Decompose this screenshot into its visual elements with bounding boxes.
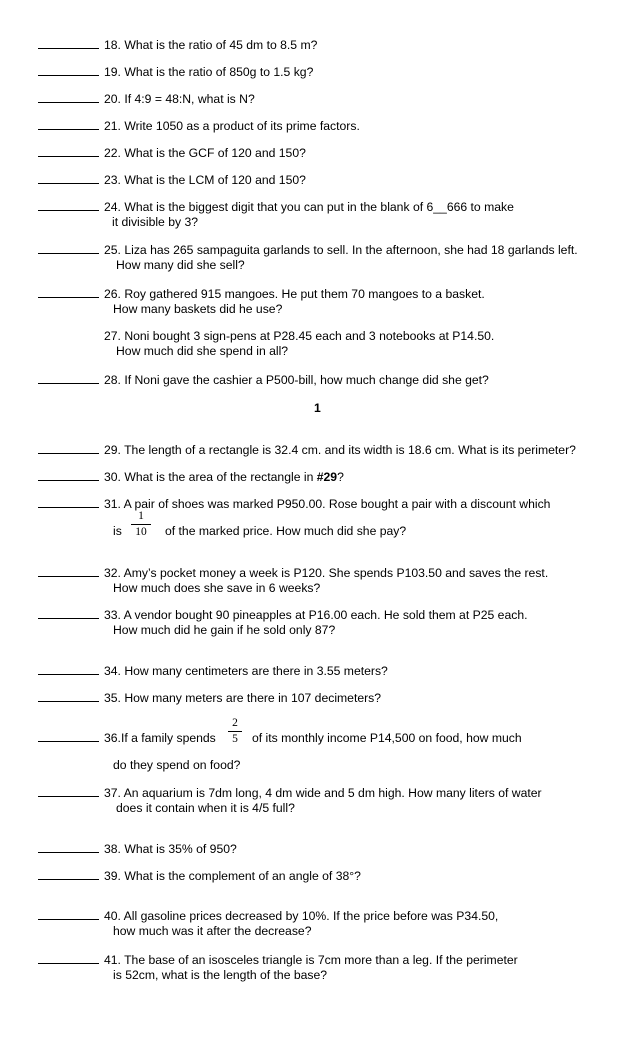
question-text: 34. How many centimeters are there in 3.55 meters? — [104, 664, 388, 678]
question-text-continued: it divisible by 3? — [112, 215, 199, 229]
question-text: 41. The base of an isosceles triangle is 7cm more than a leg. If the perimeter — [104, 953, 518, 967]
fraction-numerator: 1 — [138, 510, 144, 522]
answer-blank-41[interactable] — [38, 963, 99, 964]
answer-blank-36[interactable] — [38, 741, 99, 742]
question-text-continued: How much did she spend in all? — [116, 344, 289, 358]
question-text-continued: is 52cm, what is the length of the base? — [113, 968, 328, 982]
page-number: 1 — [314, 401, 321, 415]
question-text: 22. What is the GCF of 120 and 150? — [104, 146, 306, 160]
answer-blank-23[interactable] — [38, 183, 99, 184]
answer-blank-37[interactable] — [38, 796, 99, 797]
question-text-continued: of the marked price. How much did she pay? — [165, 524, 407, 538]
question-text-continued: How many did she sell? — [116, 258, 245, 272]
question-text-continued: How many baskets did he use? — [113, 302, 283, 316]
question-reference: #29 — [316, 470, 338, 484]
fraction-bar — [228, 731, 242, 732]
question-text: 19. What is the ratio of 850g to 1.5 kg? — [104, 65, 314, 79]
question-text: 28. If Noni gave the cashier a P500-bill, how much change did she get? — [104, 373, 489, 387]
question-text-continued: do they spend on food? — [113, 758, 241, 772]
answer-blank-19[interactable] — [38, 75, 99, 76]
question-text-continued: is — [113, 524, 122, 538]
answer-blank-22[interactable] — [38, 156, 99, 157]
answer-blank-26[interactable] — [38, 297, 99, 298]
question-text: 35. How many meters are there in 107 decimeters? — [104, 691, 382, 705]
answer-blank-32[interactable] — [38, 576, 99, 577]
question-text-start: 30. What is the area of the rectangle in — [104, 470, 317, 484]
answer-blank-39[interactable] — [38, 879, 99, 880]
fraction-denominator: 5 — [232, 733, 238, 745]
question-text: 27. Noni bought 3 sign-pens at P28.45 each and 3 notebooks at P14.50. — [104, 329, 495, 343]
question-text: 20. If 4:9 = 48:N, what is N? — [104, 92, 255, 106]
answer-blank-21[interactable] — [38, 129, 99, 130]
answer-blank-35[interactable] — [38, 701, 99, 702]
question-text: 23. What is the LCM of 120 and 150? — [104, 173, 306, 187]
question-text: 21. Write 1050 as a product of its prime factors. — [104, 119, 360, 133]
fraction-one-tenth — [131, 510, 151, 539]
answer-blank-18[interactable] — [38, 48, 99, 49]
answer-blank-31[interactable] — [38, 507, 99, 508]
question-text: 26. Roy gathered 915 mangoes. He put them 70 mangoes to a basket. — [104, 287, 485, 301]
question-text: 29. The length of a rectangle is 32.4 cm. and its width is 18.6 cm. What is its perimeter? — [104, 443, 576, 457]
answer-blank-30[interactable] — [38, 480, 99, 481]
answer-blank-28[interactable] — [38, 383, 99, 384]
question-text-continued: how much was it after the decrease? — [113, 924, 312, 938]
question-text: 37. An aquarium is 7dm long, 4 dm wide and 5 dm high. How many liters of water — [104, 786, 542, 800]
question-text-continued: How much does she save in 6 weeks? — [113, 581, 321, 595]
question-text: 24. What is the biggest digit that you can put in the blank of 6__666 to make — [104, 200, 514, 214]
question-text: 39. What is the complement of an angle of 38°? — [104, 869, 361, 883]
question-text: 25. Liza has 265 sampaguita garlands to sell. In the afternoon, she had 18 garlands left. — [104, 243, 578, 257]
question-text: 36.If a family spends — [104, 731, 216, 745]
answer-blank-38[interactable] — [38, 852, 99, 853]
question-text-continued: does it contain when it is 4/5 full? — [116, 801, 295, 815]
question-text: 32. Amy’s pocket money a week is P120. She spends P103.50 and saves the rest. — [104, 566, 549, 580]
question-text: 31. A pair of shoes was marked P950.00. Rose bought a pair with a discount which — [104, 497, 551, 511]
fraction-denominator: 10 — [135, 526, 147, 538]
question-text-continued: How much did he gain if he sold only 87? — [113, 623, 336, 637]
answer-blank-29[interactable] — [38, 453, 99, 454]
question-text: 18. What is the ratio of 45 dm to 8.5 m? — [104, 38, 318, 52]
answer-blank-33[interactable] — [38, 618, 99, 619]
answer-blank-24[interactable] — [38, 210, 99, 211]
question-text: 33. A vendor bought 90 pineapples at P16.00 each. He sold them at P25 each. — [104, 608, 528, 622]
answer-blank-25[interactable] — [38, 253, 99, 254]
question-text: 40. All gasoline prices decreased by 10%. If the price before was P34.50, — [104, 909, 499, 923]
question-text-continued: of its monthly income P14,500 on food, how much — [252, 731, 522, 745]
answer-blank-40[interactable] — [38, 919, 99, 920]
fraction-numerator: 2 — [232, 717, 238, 729]
fraction-two-fifths — [228, 717, 242, 746]
answer-blank-20[interactable] — [38, 102, 99, 103]
fraction-bar — [131, 524, 151, 525]
answer-blank-34[interactable] — [38, 674, 99, 675]
question-text-end: ? — [337, 470, 344, 484]
question-text: 38. What is 35% of 950? — [104, 842, 237, 856]
question-text — [104, 470, 344, 484]
